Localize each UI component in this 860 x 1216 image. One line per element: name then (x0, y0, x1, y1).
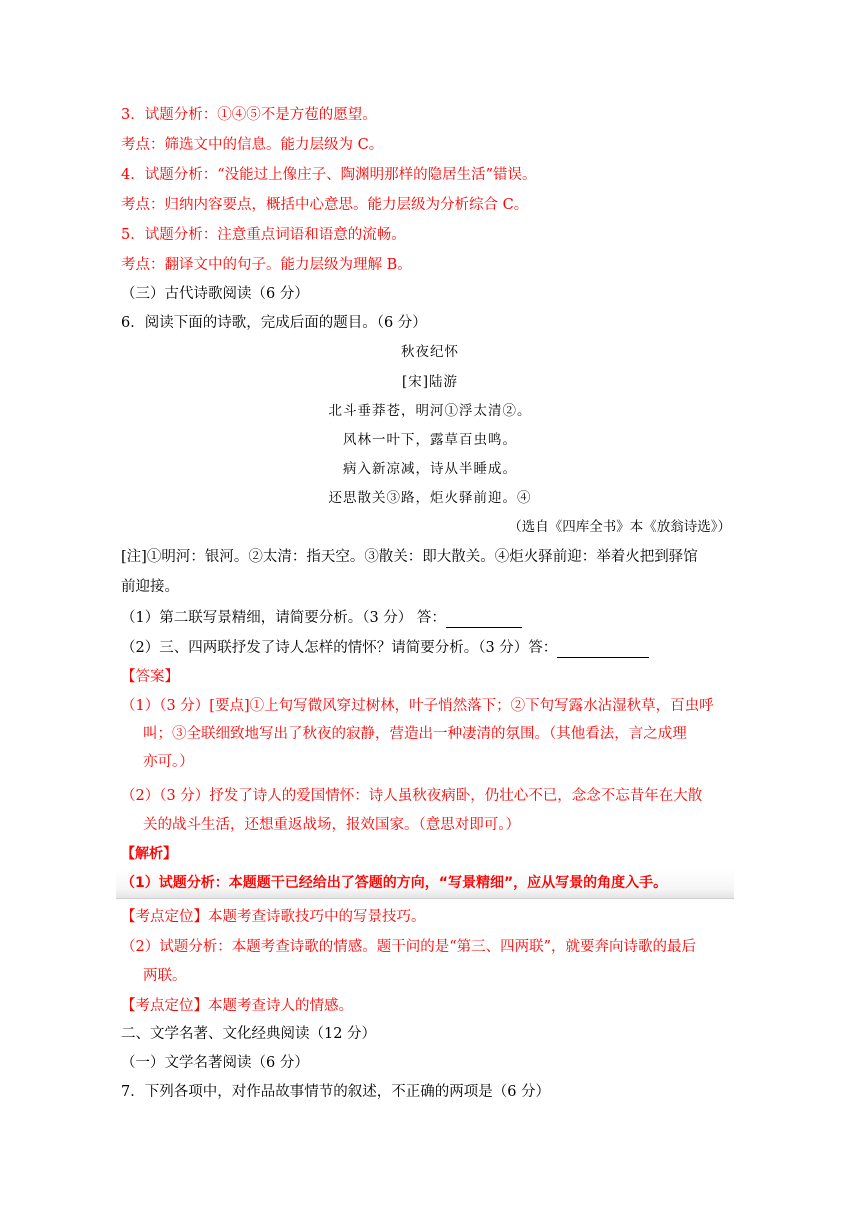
poem-verse-2: 风林一叶下，露草百虫鸣。 (343, 432, 517, 448)
analysis-2-point: 【考点定位】本题考查诗人的情感。 (121, 998, 353, 1014)
q5-point: 考点：翻译文中的句子。能力层级为理解 B。 (121, 257, 412, 273)
answer-1-line-2: 叫；③全联细致地写出了秋夜的寂静，营造出一种凄清的氛围。（其他看法，言之成理 (143, 726, 687, 742)
q3-point: 考点：筛选文中的信息。能力层级为 C。 (121, 137, 384, 153)
q4-analysis: 4．试题分析：“没能过上像庄子、陶渊明那样的隐居生活”错误。 (121, 167, 537, 183)
analysis-heading: 【解析】 (121, 846, 177, 862)
answer-blank-1 (446, 611, 522, 628)
question-2 (121, 638, 744, 658)
poem-source: （选自《四库全书》本《放翁诗选》） (508, 519, 731, 535)
poem-verse-3: 病入新凉减，诗从半睡成。 (343, 461, 517, 477)
analysis-2-line-2: 两联。 (143, 968, 187, 984)
poem-notes-line-1: [注]①明河：银河。②太清：指天空。③散关：即大散关。④炬火驿前迎：举着火把到驿馆 (121, 549, 698, 565)
q3-analysis: 3．试题分析：①④⑤不是方苞的愿望。 (121, 107, 377, 123)
poem-title: 秋夜纪怀 (401, 344, 459, 360)
q5-analysis: 5．试题分析：注意重点词语和语意的流畅。 (121, 227, 406, 243)
q6-prompt: 6．阅读下面的诗歌，完成后面的题目。（6 分） (121, 315, 427, 331)
poem-verse-1: 北斗垂莽苍，明河①浮太清②。 (328, 403, 532, 419)
q4-point: 考点：归纳内容要点，概括中心意思。能力层级为分析综合 C。 (121, 197, 529, 213)
answer-blank-2 (557, 641, 649, 658)
answer-1-line-3: 亦可。） (143, 754, 194, 770)
question-2-text: （2）三、四两联抒发了诗人怎样的情怀？请简要分析。（3 分）答： (121, 640, 558, 656)
answer-2-line-2: 关的战斗生活，还想重返战场，报效国家。（意思对即可。） (143, 817, 520, 833)
answer-1-line-1: （1）（3 分）[要点]①上句写微风穿过树林，叶子悄然落下；②下句写露水沾湿秋草，百虫呼 (121, 698, 714, 714)
answer-2-line-1: （2）（3 分）抒发了诗人的爱国情怀：诗人虽秋夜病卧，仍壮心不已，念念不忘昔年在大散 (121, 788, 703, 804)
section-2-title: 二、文学名著、文化经典阅读（12 分） (121, 1026, 377, 1042)
poem-author: [宋]陆游 (401, 374, 459, 390)
analysis-2-line-1: （2）试题分析：本题考查诗歌的情感。题干问的是“第三、四两联”，就要奔向诗歌的最后 (121, 939, 697, 955)
poem-verse-4: 还思散关③路，炬火驿前迎。④ (328, 490, 532, 506)
section-ancient-poetry: （三）古代诗歌阅读（6 分） (121, 286, 309, 302)
question-1 (121, 608, 744, 628)
section-2-sub: （一）文学名著阅读（6 分） (121, 1055, 309, 1071)
poem-notes-line-2: 前迎接。 (121, 579, 179, 595)
analysis-1-point: 【考点定位】本题考查诗歌技巧中的写景技巧。 (121, 909, 426, 925)
answer-heading: 【答案】 (121, 669, 179, 685)
question-1-text: （1）第二联写景精细，请简要分析。（3 分） 答： (121, 610, 446, 626)
question-7: 7．下列各项中，对作品故事情节的叙述，不正确的两项是（6 分） (121, 1084, 551, 1100)
analysis-1: （1）试题分析：本题题干已经给出了答题的方向，“写景精细”，应从写景的角度入手。 (121, 875, 668, 891)
